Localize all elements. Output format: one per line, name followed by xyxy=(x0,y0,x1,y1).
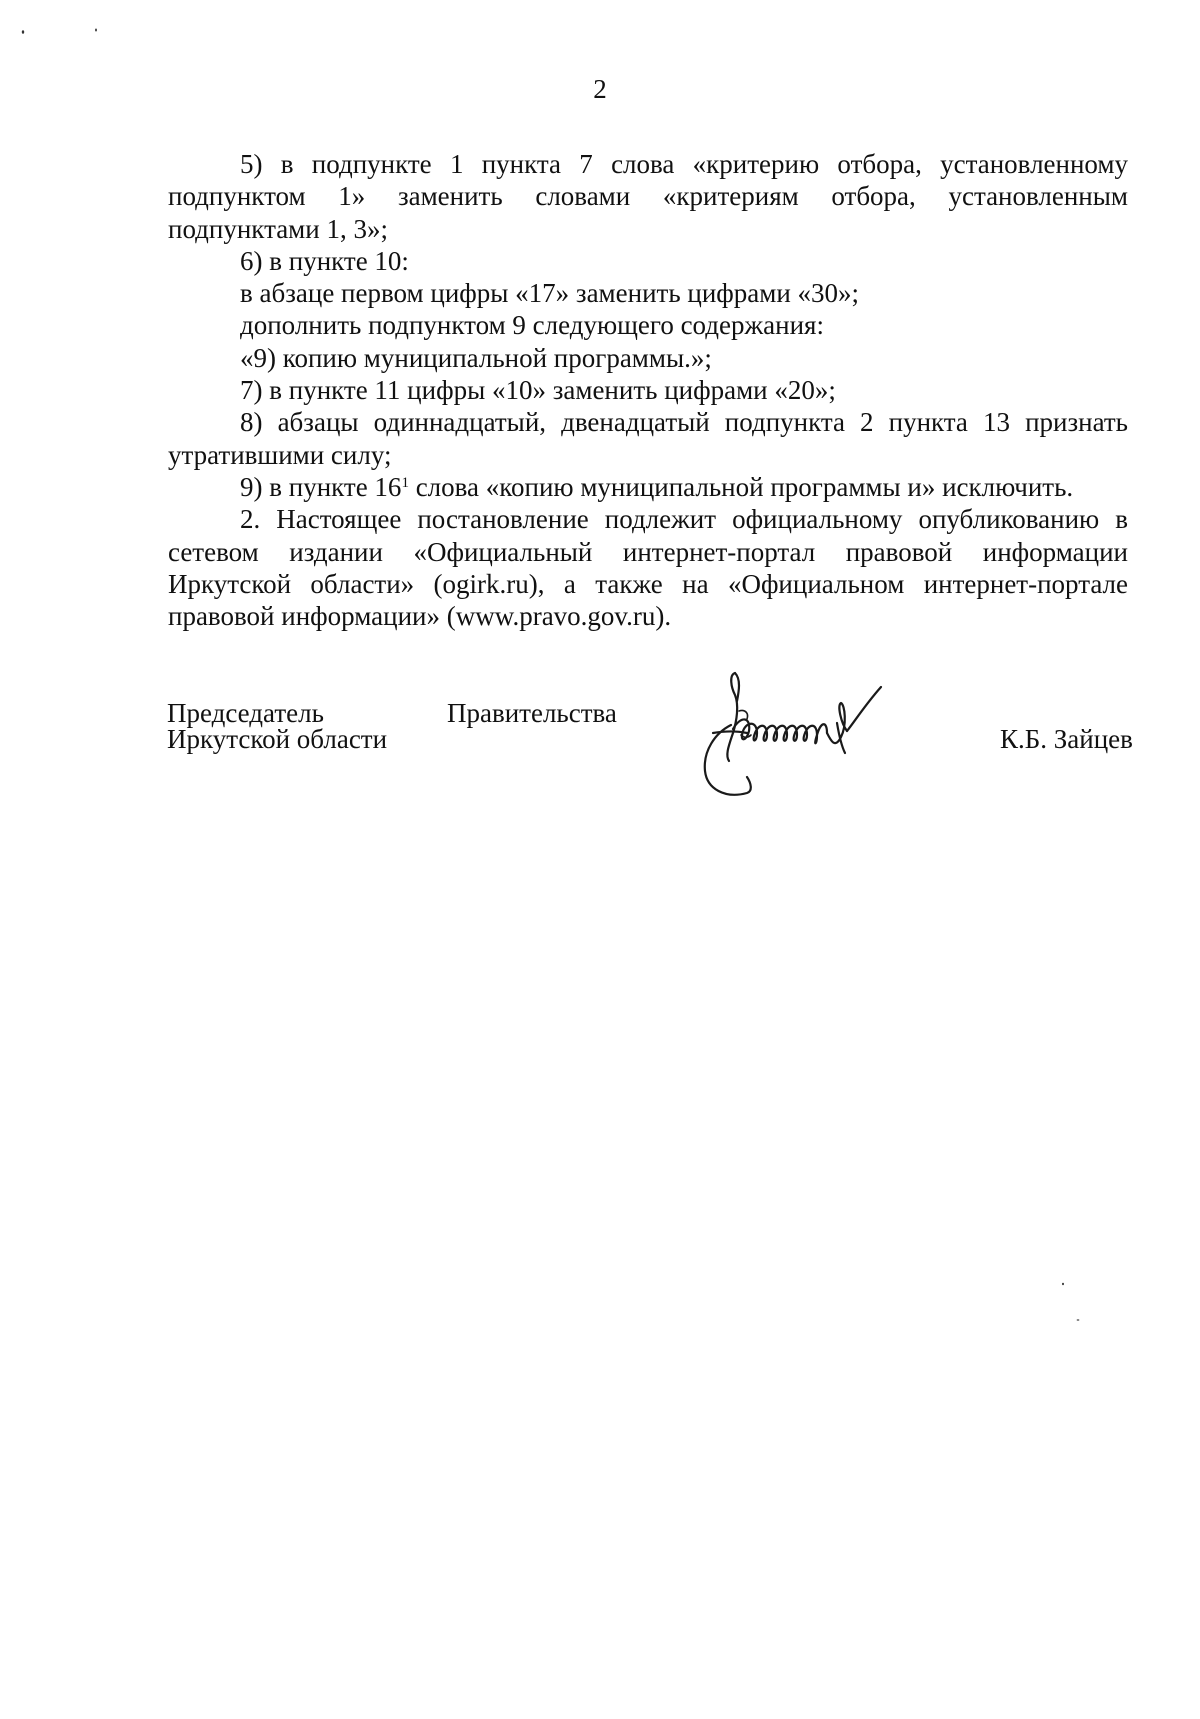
paragraph-item-6-sub9: «9) копию муниципальной программы.»; xyxy=(240,342,712,373)
paragraph-item-6-add: дополнить подпунктом 9 следующего содержания: xyxy=(240,310,824,341)
position-line-2: Иркутской области xyxy=(167,724,388,754)
page-number: 2 xyxy=(593,74,607,104)
signatory-position xyxy=(167,700,387,752)
paragraph-item-8: 8) абзацы одиннадцатый, двенадцатый подпункта 2 пункта 13 признать утратившими силу; xyxy=(168,407,1128,470)
paragraph-item-6-para1: в абзаце первом цифры «17» заменить цифрами «30»; xyxy=(240,278,860,309)
handwritten-signature xyxy=(695,665,935,815)
paragraph-item-5: 5) в подпункте 1 пункта 7 слова «критерию отбора, установленному подпунктом 1» заменить словами «критериям отбора, установленным подпунктами 1, 3»; xyxy=(168,149,1128,244)
paragraph-section-2: 2. Настоящее постановление подлежит официальному опубликованию в сетевом издании «Официальный интернет-портал правовой информации Иркутской области» (ogirk.ru), а также на «Официальном интернет-портале правовой информации» (www.pravo.gov.ru). xyxy=(168,504,1128,632)
paragraph-item-6: 6) в пункте 10: xyxy=(240,245,409,276)
paragraph-item-7: 7) в пункте 11 цифры «10» заменить цифрами «20»; xyxy=(240,375,836,406)
position-line-1-right: Правительства xyxy=(447,698,617,728)
paragraph-item-9-before: 9) в пункте 16 xyxy=(240,471,402,502)
signatory-name: К.Б. Зайцев xyxy=(1000,724,1133,754)
position-line-1: Председатель xyxy=(167,698,324,728)
superscript-index: 1 xyxy=(401,474,409,491)
paragraph-item-9-after: слова «копию муниципальной программы и» исключить. xyxy=(408,471,1074,502)
